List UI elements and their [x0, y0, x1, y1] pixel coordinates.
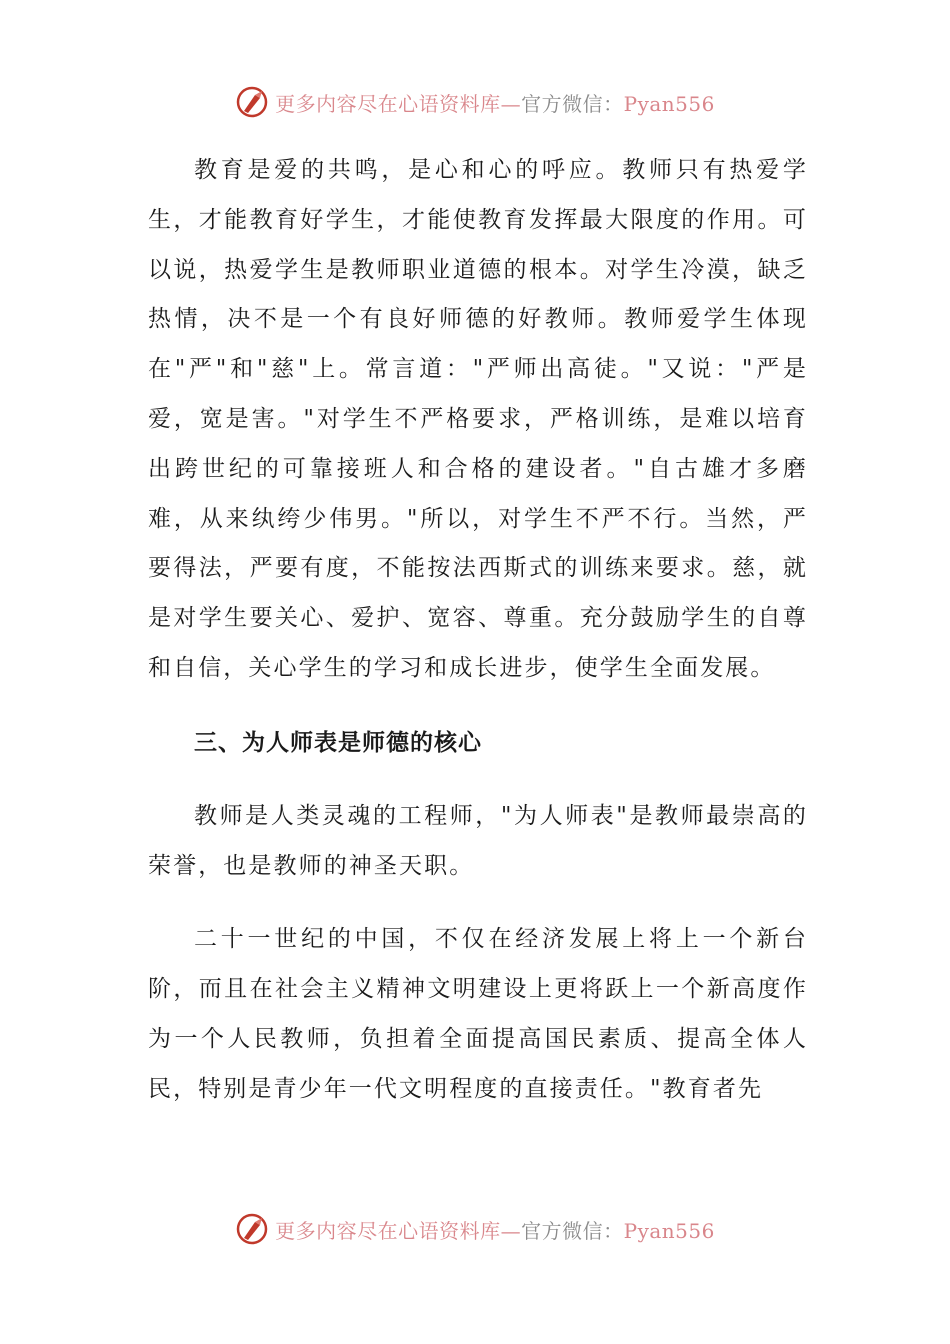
pen-nib-logo-icon [235, 1212, 269, 1246]
section-heading: 三、为人师表是师德的核心 [194, 729, 482, 756]
banner-main-text: 更多内容尽在心语资料库 [275, 1218, 501, 1243]
top-banner [0, 82, 950, 122]
banner-text [275, 1215, 715, 1244]
banner-main-text: 更多内容尽在心语资料库 [275, 91, 501, 116]
paragraph-1: 教育是爱的共鸣，是心和心的呼应。教师只有热爱学生，才能教育好学生，才能使教育发挥最大限度的作用。可以说，热爱学生是教师职业道德的根本。对学生冷漠，缺乏热情，决不是一个有良好师德的好教师。教师爱学生体现在"严"和"慈"上。常言道："严师出高徒。"又说："严是爱，宽是害。"对学生不严格要求，严格训练，是难以培育出跨世纪的可靠接班人和合格的建设者。"自古雄才多磨难，从来纨绔少伟男。"所以，对学生不严不行。当然，严要得法，严要有度，不能按法西斯式的训练来要求。慈，就是对学生要关心、爱护、宽容、尊重。充分鼓励学生的自尊和自信，关心学生的学习和成长进步，使学生全面发展。 [148, 157, 808, 681]
paragraph-2: 教师是人类灵魂的工程师，"为人师表"是教师最崇高的荣誉，也是教师的神圣天职。 [148, 802, 808, 879]
banner-separator: — [500, 91, 522, 116]
banner-wechat-label: 官方微信： [521, 91, 624, 116]
paragraph-3: 二十一世纪的中国，不仅在经济发展上将上一个新台阶，而且在社会主义精神文明建设上更将跃上一个新高度作为一个人民教师，负担着全面提高国民素质、提高全体人民，特别是青少年一代文明程度的直接责任。"教育者先 [148, 926, 808, 1102]
banner-wechat-id: Pyan556 [623, 91, 715, 116]
bottom-banner [0, 1209, 950, 1249]
banner-wechat-id: Pyan556 [623, 1218, 715, 1243]
banner-text [275, 88, 715, 117]
document-body [148, 146, 808, 1115]
banner-wechat-label: 官方微信： [521, 1218, 624, 1243]
pen-nib-logo-icon [235, 85, 269, 119]
banner-separator: — [500, 1218, 522, 1243]
